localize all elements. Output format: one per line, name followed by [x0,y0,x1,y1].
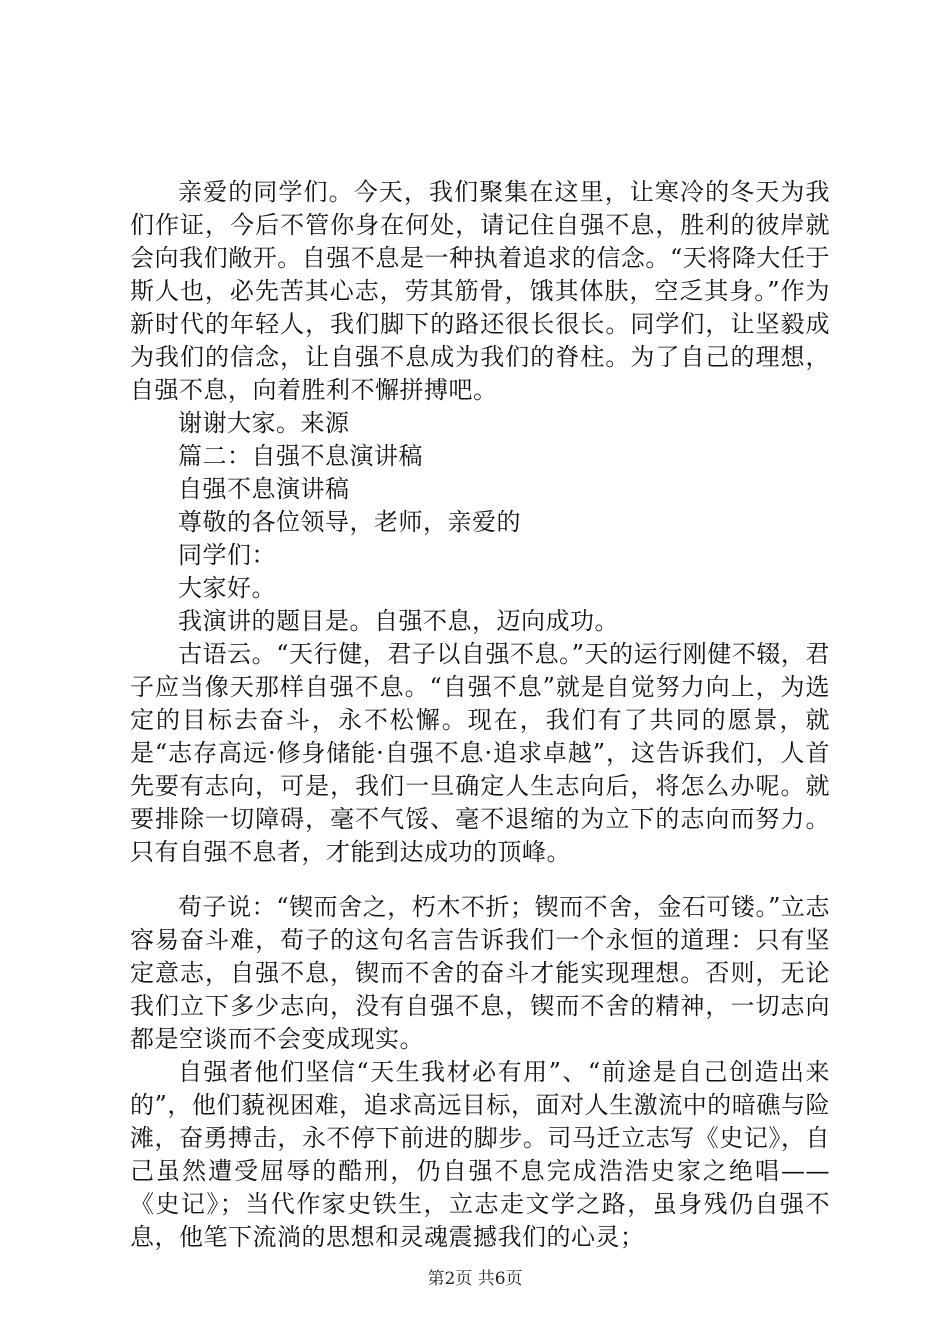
paragraph-intro: 亲爱的同学们。今天，我们聚集在这里，让寒冷的冬天为我们作证，今后不管你身在何处，请记住自强不息，胜利的彼岸就会向我们敞开。自强不息是一种执着追求的信念。“天将降大任于斯人也，必先苦其心志，劳其筋骨，饿其体肤，空乏其身。”作为新时代的年轻人，我们脚下的路还很长很长。同学们，让坚毅成为我们的信念，让自强不息成为我们的脊柱。为了自己的理想，自强不息，向着胜利不懈拼搏吧。 [130,178,830,404]
section-heading: 篇二：自强不息演讲稿 [178,442,423,470]
paragraph-ancient-saying: 古语云。“天行健，君子以自强不息。”天的运行刚健不辍，君子应当像天那样自强不息。“自强不息”就是自觉努力向上，为选定的目标去奋斗，永不松懈。现在，我们有了共同的愿景，就是“志存高远·修身储能·自强不息·追求卓越”，这告诉我们，人首先要有志向，可是，我们一旦确定人生志向后，将怎么办呢。就要排除一切障碍，毫不气馁、毫不退缩的为立下的志向而努力。只有自强不息者，才能到达成功的顶峰。 [130,640,830,866]
salutation-line-2: 同学们： [178,541,276,569]
paragraph-self-strong: 自强者他们坚信“天生我材必有用”、“前途是自己创造出来的”，他们藐视困难，追求高远目标，面对人生激流中的暗礁与险滩，奋勇搏击，永不停下前进的脚步。司马迁立志写《史记》，自己虽然遭受屈辱的酷刑，仍自强不息完成浩浩史家之绝唱——《史记》；当代作家史铁生，立志走文学之路，虽身残仍自强不息，他笔下流淌的思想和灵魂震撼我们的心灵； [130,1058,830,1251]
salutation-line: 尊敬的各位领导，老师，亲爱的 [178,508,521,536]
thanks-line: 谢谢大家。来源 [178,409,350,437]
paragraph-xunzi: 荀子说：“锲而舍之，朽木不折；锲而不舍，金石可镂。”立志容易奋斗难，荀子的这句名言告诉我们一个永恒的道理：只有坚定意志，自强不息，锲而不舍的奋斗才能实现理想。否则，无论我们立下多少志向，没有自强不息，锲而不舍的精神，一切志向都是空谈而不会变成现实。 [130,893,830,1053]
document-body [130,176,830,1254]
page-footer: 第2页 共6页 [427,1269,523,1289]
topic-line: 我演讲的题目是。自强不息，迈向成功。 [178,607,619,635]
greeting-line: 大家好。 [178,574,276,602]
speech-title: 自强不息演讲稿 [178,475,350,503]
